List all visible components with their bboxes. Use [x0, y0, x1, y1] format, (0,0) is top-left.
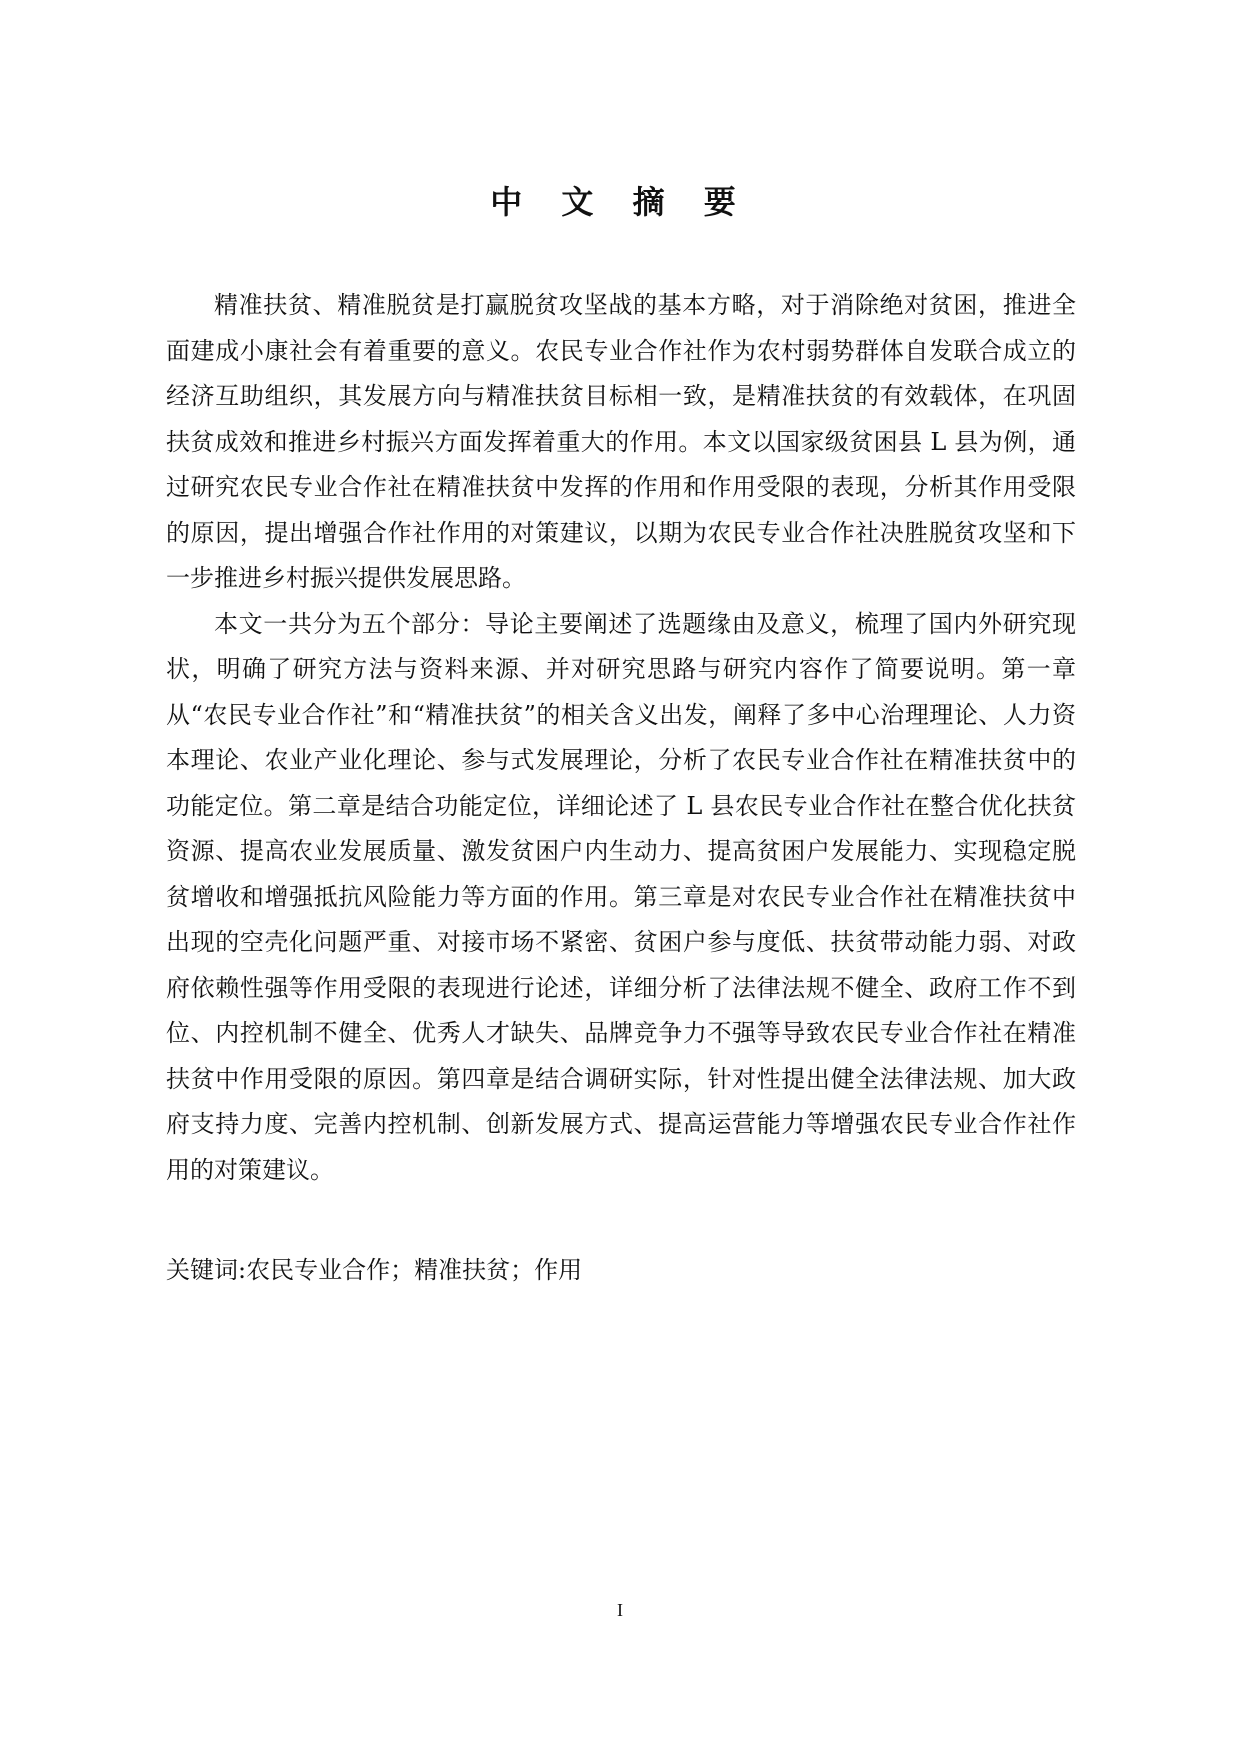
page-title: 中 文 摘 要 — [490, 183, 750, 221]
abstract-paragraph-2: 本文一共分为五个部分：导论主要阐述了选题缘由及意义，梳理了国内外研究现状，明确了研究方法与资料来源、并对研究思路与研究内容作了简要说明。第一章从“农民专业合作社”和“精准扶贫”的相关含义出发，阐释了多中心治理理论、人力资本理论、农业产业化理论、参与式发展理论，分析了农民专业合作社在精准扶贫中的功能定位。第二章是结合功能定位，详细论述了 L 县农民专业合作社在整合优化扶贫资源、提高农业发展质量、激发贫困户内生动力、提高贫困户发展能力、实现稳定脱贫增收和增强抵抗风险能力等方面的作用。第三章是对农民专业合作社在精准扶贫中出现的空壳化问题严重、对接市场不紧密、贫困户参与度低、扶贫带动能力弱、对政府依赖性强等作用受限的表现进行论述，详细分析了法律法规不健全、政府工作不到位、内控机制不健全、优秀人才缺失、品牌竞争力不强等导致农民专业合作社在精准扶贫中作用受限的原因。第四章是结合调研实际，针对性提出健全法律法规、加大政府支持力度、完善内控机制、创新发展方式、提高运营能力等增强农民专业合作社作用的对策建议。 — [166, 609, 1076, 1184]
abstract-paragraph-1: 精准扶贫、精准脱贫是打赢脱贫攻坚战的基本方略，对于消除绝对贫困，推进全面建成小康社会有着重要的意义。农民专业合作社作为农村弱势群体自发联合成立的经济互助组织，其发展方向与精准扶贫目标相一致，是精准扶贫的有效载体，在巩固扶贫成效和推进乡村振兴方面发挥着重大的作用。本文以国家级贫困县 L 县为例，通过研究农民专业合作社在精准扶贫中发挥的作用和作用受限的表现，分析其作用受限的原因，提出增强合作社作用的对策建议，以期为农民专业合作社决胜脱贫攻坚和下一步推进乡村振兴提供发展思路。 — [166, 291, 1076, 592]
page-number: I — [617, 1600, 623, 1620]
abstract-body — [166, 283, 1076, 1193]
keywords-line: 关键词:农民专业合作；精准扶贫；作用 — [166, 1256, 583, 1284]
